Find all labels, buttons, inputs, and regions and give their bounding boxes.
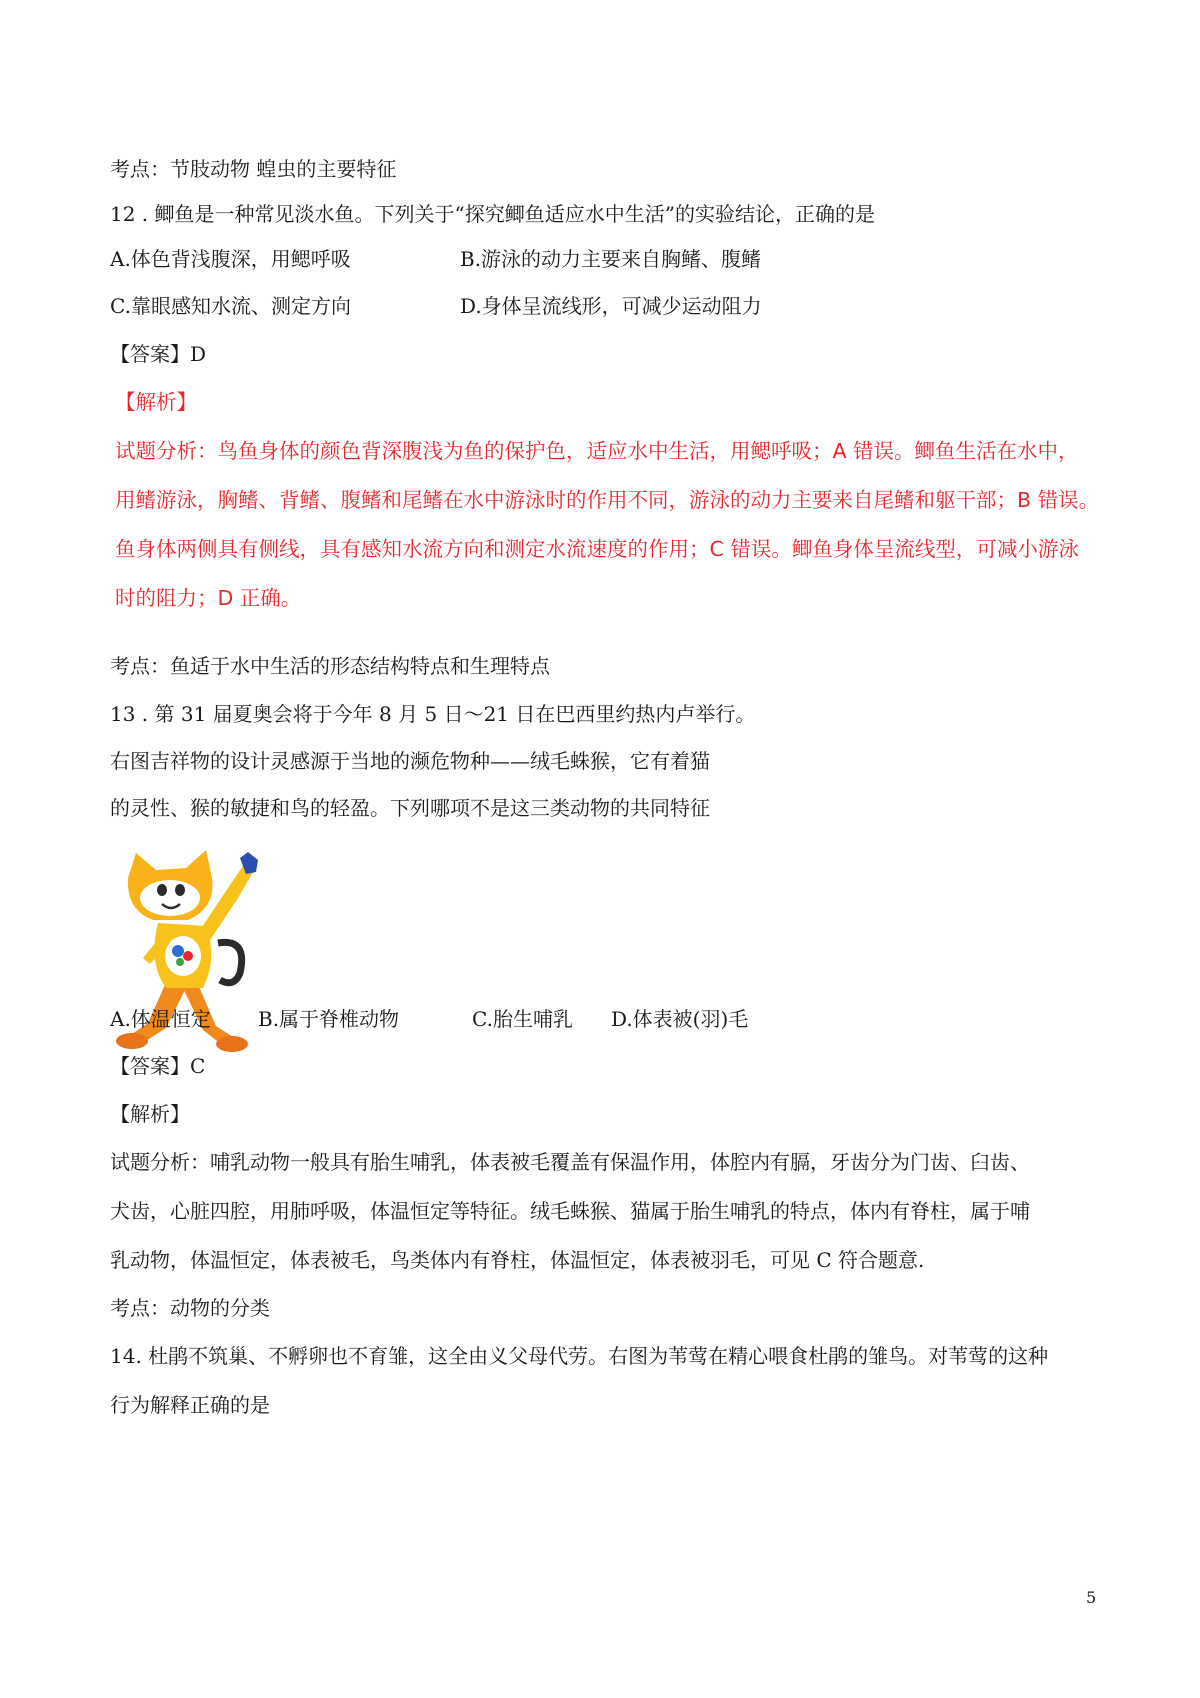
- question-12-stem: 12 . 鲫鱼是一种常见淡水鱼。下列关于“探究鲫鱼适应水中生活”的实验结论，正确的是: [110, 202, 875, 226]
- q12-analysis-line: 鱼身体两侧具有侧线，具有感知水流方向和测定水流速度的作用；C 错误。鲫鱼身体呈流线型，可减小游泳: [115, 537, 1079, 561]
- q13-answer: 【答案】C: [110, 1054, 206, 1078]
- q13-option-c: C.胎生哺乳: [472, 1007, 573, 1031]
- q13-option-d: D.体表被(羽)毛: [611, 1007, 749, 1031]
- q13-analysis-line: 乳动物，体温恒定，体表被毛，鸟类体内有脊柱，体温恒定，体表被羽毛，可见 C 符合题意.: [110, 1248, 925, 1272]
- q12-kaodian: 考点：鱼适于水中生活的形态结构特点和生理特点: [110, 654, 550, 678]
- q12-analysis-title: 【解析】: [115, 390, 197, 414]
- q13-analysis-line: 试题分析：哺乳动物一般具有胎生哺乳，体表被毛覆盖有保温作用，体腔内有膈，牙齿分为门齿、臼齿、: [110, 1150, 1030, 1174]
- q13-kaodian: 考点：动物的分类: [110, 1296, 270, 1320]
- kaodian-line: 考点：节肢动物 蝗虫的主要特征: [110, 157, 397, 181]
- q12-option-c: C.靠眼感知水流、测定方向: [110, 294, 351, 318]
- q13-option-a: A.体温恒定: [110, 1007, 211, 1031]
- q13-analysis-line: 犬齿，心脏四腔，用肺呼吸，体温恒定等特征。绒毛蛛猴、猫属于胎生哺乳的特点，体内有脊柱，属于哺: [110, 1199, 1030, 1223]
- q12-analysis-line: 用鳍游泳，胸鳍、背鳍、腹鳍和尾鳍在水中游泳时的作用不同，游泳的动力主要来自尾鳍和躯干部；B 错误。: [115, 488, 1100, 512]
- q12-answer: 【答案】D: [110, 342, 207, 366]
- q13-stem-line: 13 . 第 31 届夏奥会将于今年 8 月 5 日～21 日在巴西里约热内卢举行。: [110, 702, 756, 726]
- page-number: 5: [1086, 1588, 1097, 1607]
- q14-stem-line: 14. 杜鹃不筑巢、不孵卵也不育雏，这全由义父母代劳。右图为苇莺在精心喂食杜鹃的雏鸟。对苇莺的这种: [110, 1344, 1049, 1368]
- q13-option-b: B.属于脊椎动物: [258, 1007, 400, 1031]
- q12-option-a: A.体色背浅腹深，用鳃呼吸: [110, 247, 351, 271]
- q12-option-d: D.身体呈流线形，可减少运动阻力: [460, 294, 762, 318]
- q13-stem-line: 右图吉祥物的设计灵感源于当地的濒危物种——绒毛蛛猴，它有着猫: [110, 749, 710, 773]
- q13-stem-line: 的灵性、猴的敏捷和鸟的轻盈。下列哪项不是这三类动物的共同特征: [110, 796, 710, 820]
- q12-option-b: B.游泳的动力主要来自胸鳍、腹鳍: [460, 247, 762, 271]
- q12-analysis-line: 试题分析：鸟鱼身体的颜色背深腹浅为鱼的保护色，适应水中生活，用鳃呼吸；A 错误。鲫鱼生活在水中，: [115, 439, 1079, 463]
- q13-analysis-title: 【解析】: [110, 1102, 190, 1126]
- q12-analysis-line: 时的阻力；D 正确。: [115, 586, 302, 610]
- q14-stem-line: 行为解释正确的是: [110, 1393, 270, 1417]
